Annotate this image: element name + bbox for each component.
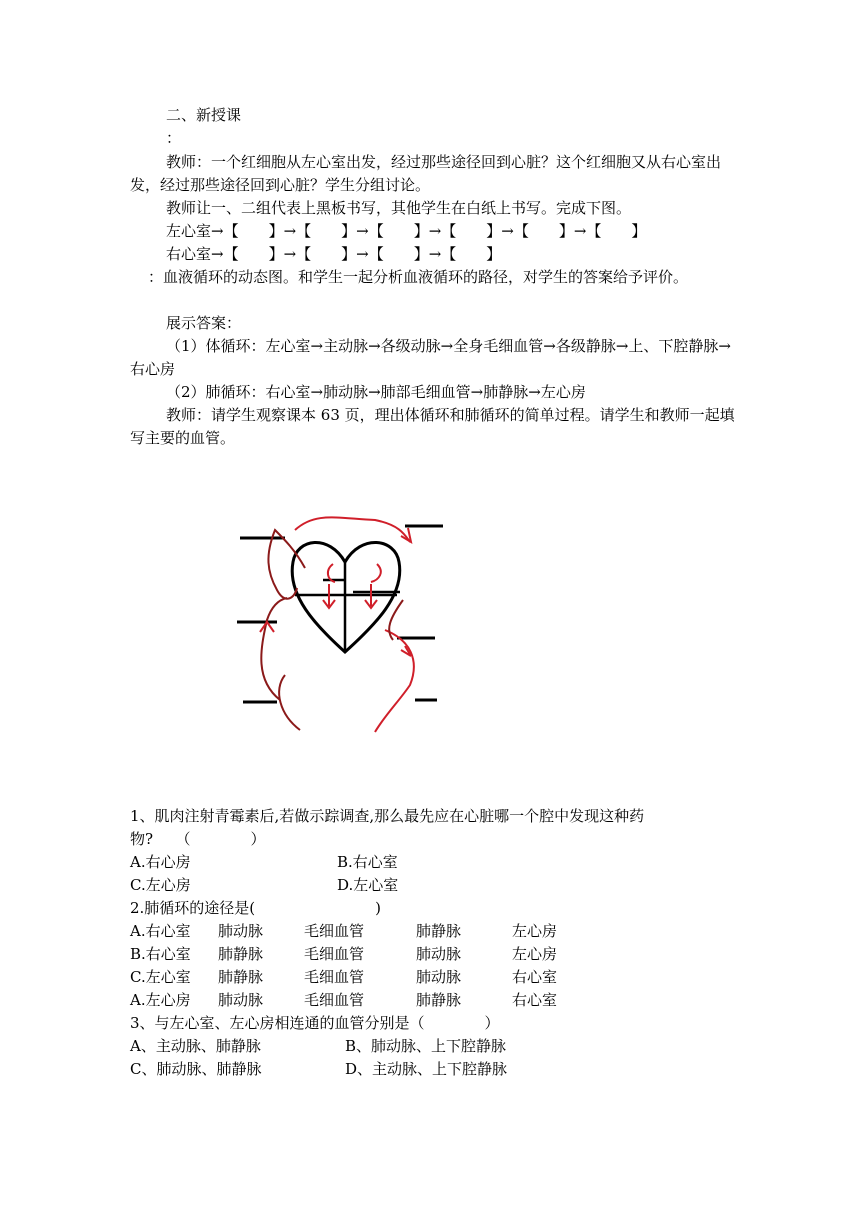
- option-step: 肺静脉: [218, 968, 264, 986]
- option-step: 右心室: [512, 991, 558, 1009]
- option-step: 右心室: [512, 968, 558, 986]
- fill-blank-left-ventricle: 左心室→【 】→【 】→【 】→【 】→【 】→【 】: [166, 222, 647, 240]
- option-step: 毛细血管: [304, 991, 365, 1009]
- question-2-option-row: [130, 989, 557, 1012]
- option-label: A.右心室: [130, 922, 191, 940]
- option-step: 肺动脉: [416, 945, 462, 963]
- systemic-loop-left: [261, 598, 287, 700]
- answer-pulmonary-circulation: （2）肺循环：右心室→肺动脉→肺部毛细血管→肺静脉→左心房: [166, 383, 586, 401]
- question-3-option-b: B、肺动脉、上下腔静脉: [345, 1037, 507, 1055]
- question-3: 3、与左心室、左心房相连通的血管分别是（ ）: [130, 1014, 500, 1032]
- question-1-option-c: C.左心房: [130, 876, 191, 894]
- question-3-option-a: A、主动脉、肺静脉: [130, 1037, 261, 1055]
- question-2-option-row: [130, 943, 557, 966]
- paragraph-textbook: 教师：请学生观察课本 63 页，理出体循环和肺循环的简单过程。请学生和教师一起填写主要的血管。: [130, 406, 735, 447]
- question-1-line-2: 物? （ ）: [130, 830, 266, 848]
- heart-circulation-diagram: [225, 500, 455, 740]
- paragraph-dynamic-chart: ：血液循环的动态图。和学生一起分析血液循环的路径，对学生的答案给予评价。: [148, 268, 689, 286]
- question-2: 2.肺循环的途径是( ): [130, 899, 382, 917]
- answer-systemic-circulation: （1）体循环：左心室→主动脉→各级动脉→全身毛细血管→各级静脉→上、下腔静脉→右心房: [130, 337, 731, 378]
- systemic-loop-right: [375, 630, 414, 732]
- option-step: 左心房: [512, 945, 558, 963]
- question-1-line-1: 1、肌肉注射青霉素后,若做示踪调查,那么最先应在心脏哪一个腔中发现这种药: [130, 807, 645, 825]
- option-label: B.右心室: [130, 945, 191, 963]
- option-step: 肺静脉: [416, 922, 462, 940]
- question-1-option-a: A.右心房: [130, 853, 191, 871]
- option-step: 肺动脉: [416, 968, 462, 986]
- option-step: 肺静脉: [218, 945, 264, 963]
- option-step: 毛细血管: [304, 945, 365, 963]
- option-step: 毛细血管: [304, 968, 365, 986]
- section-heading: 二、新授课: [166, 106, 242, 124]
- option-step: 毛细血管: [304, 922, 365, 940]
- paragraph-teacher-question: 教师：一个红细胞从左心室出发，经过那些途径回到心脏？这个红细胞又从右心室出发，经过那些途径回到心脏？学生分组讨论。: [130, 153, 722, 194]
- option-step: 左心房: [512, 922, 558, 940]
- option-step: 肺动脉: [218, 991, 264, 1009]
- pulmonary-loop-top-left: [268, 530, 305, 599]
- question-3-option-d: D、主动脉、上下腔静脉: [345, 1060, 508, 1078]
- atrium-arrow-right: [371, 564, 381, 582]
- question-3-option-c: C、肺动脉、肺静脉: [130, 1060, 262, 1078]
- question-1-option-b: B.右心室: [337, 853, 398, 871]
- option-label: C.左心室: [130, 968, 191, 986]
- systemic-loop-right-2: [389, 600, 403, 640]
- systemic-loop-left-2: [279, 675, 300, 730]
- colon-line: ：: [166, 129, 182, 147]
- option-label: A.左心房: [130, 991, 191, 1009]
- paragraph-show-answer: 展示答案：: [166, 314, 242, 332]
- question-2-option-row: [130, 966, 557, 989]
- fill-blank-right-ventricle: 右心室→【 】→【 】→【 】→【 】: [166, 245, 502, 263]
- question-1-option-d: D.左心室: [337, 876, 399, 894]
- option-step: 肺静脉: [416, 991, 462, 1009]
- pulmonary-loop-arrow-1: [295, 517, 410, 542]
- option-step: 肺动脉: [218, 922, 264, 940]
- question-2-option-row: [130, 920, 557, 943]
- paragraph-instruction: 教师让一、二组代表上黑板书写，其他学生在白纸上书写。完成下图。: [166, 199, 632, 217]
